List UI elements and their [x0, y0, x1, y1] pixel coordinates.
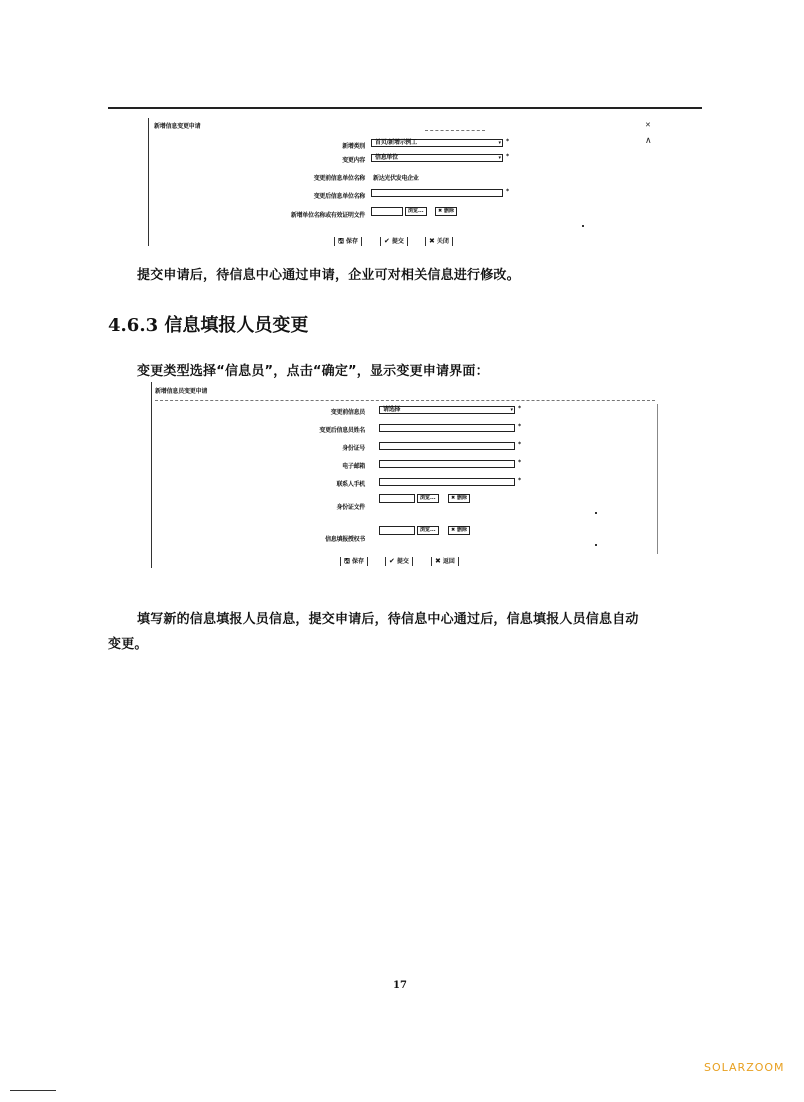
field-label: 新增单位名称或有效证明文件 — [290, 212, 365, 219]
close-icon: ✖ — [438, 208, 443, 214]
submit-button[interactable] — [385, 557, 413, 566]
delete-button[interactable] — [448, 494, 470, 503]
watermark-logo: SOLARZOOM — [704, 1061, 785, 1074]
field-label: 信息填报授权书 — [325, 536, 365, 543]
field-label: 身份证号 — [342, 445, 365, 452]
required-mark: * — [518, 423, 522, 430]
info-staff-change-panel — [145, 382, 665, 572]
speck — [595, 544, 597, 546]
field-label: 变更后信息单位名称 — [313, 193, 365, 200]
category-select-value: 首页/新增示例工 — [375, 139, 417, 146]
new-staff-name-input[interactable] — [379, 424, 515, 432]
required-mark: * — [518, 441, 522, 448]
close-label: 关闭 — [436, 238, 449, 245]
info-change-panel — [145, 118, 665, 253]
required-mark: * — [506, 138, 510, 145]
save-icon: 🖫 — [344, 557, 350, 565]
paragraph-2: 变更类型选择“信息员”，点击“确定”，显示变更申请界面： — [137, 364, 489, 379]
delete-button[interactable] — [435, 207, 457, 216]
new-unit-name-input[interactable] — [371, 189, 503, 197]
old-staff-select[interactable] — [379, 406, 515, 414]
required-mark: * — [506, 188, 510, 195]
old-staff-select-value: 请选择 — [383, 406, 401, 413]
field-label: 电子邮箱 — [342, 463, 365, 470]
authorization-file-path[interactable] — [379, 526, 415, 535]
browse-button[interactable]: 浏览... — [405, 207, 427, 216]
browse-button[interactable]: 浏览... — [417, 526, 439, 535]
header-rule — [108, 107, 702, 109]
delete-label: 删除 — [456, 495, 467, 501]
close-icon: ✖ — [429, 237, 435, 245]
paragraph-1: 提交申请后，待信息中心通过申请，企业可对相关信息进行修改。 — [137, 268, 520, 283]
speck — [582, 225, 584, 227]
check-icon: ✔ — [389, 557, 395, 565]
panel-title: 新增信息员变更申请 — [155, 388, 208, 395]
back-label: 返回 — [442, 558, 455, 565]
submit-label: 提交 — [396, 558, 409, 565]
file-path-input[interactable] — [371, 207, 403, 216]
check-icon: ✔ — [384, 237, 390, 245]
scroll-up-icon[interactable]: ∧ — [645, 136, 652, 146]
panel-right-border — [657, 404, 658, 554]
close-button[interactable] — [425, 237, 453, 246]
delete-label: 删除 — [456, 527, 467, 533]
paragraph-3-line-2: 变更。 — [108, 637, 148, 652]
field-label: 身份证文件 — [336, 504, 365, 511]
field-label: 联系人手机 — [336, 481, 365, 488]
close-icon: ✖ — [451, 527, 456, 533]
save-icon: 🖫 — [338, 237, 344, 245]
delete-label: 删除 — [443, 208, 454, 214]
submit-button[interactable] — [380, 237, 408, 246]
close-icon: ✖ — [435, 557, 441, 565]
id-file-path[interactable] — [379, 494, 415, 503]
old-unit-name: 新达光伏发电企业 — [373, 175, 419, 182]
close-icon[interactable]: ✕ — [645, 121, 651, 129]
save-button[interactable] — [340, 557, 368, 566]
close-icon: ✖ — [451, 495, 456, 501]
field-label: 变更后信息员姓名 — [319, 427, 365, 434]
field-label: 变更前信息员 — [330, 409, 365, 416]
field-label: 变更前信息单位名称 — [313, 175, 365, 182]
change-content-select[interactable] — [371, 154, 503, 162]
required-mark: * — [518, 477, 522, 484]
panel-left-border — [148, 118, 149, 246]
required-mark: * — [506, 153, 510, 160]
footer-rule — [10, 1090, 56, 1091]
email-input[interactable] — [379, 460, 515, 468]
section-heading: 4.6.3 信息填报人员变更 — [108, 315, 309, 336]
paragraph-3-line-1: 填写新的信息填报人员信息，提交申请后，待信息中心通过后，信息填报人员信息自动 — [137, 612, 639, 627]
required-mark: * — [518, 459, 522, 466]
save-label: 保存 — [351, 558, 364, 565]
change-content-value: 信息单位 — [375, 154, 398, 161]
field-label: 新增类别 — [342, 143, 365, 150]
panel-left-border — [151, 382, 152, 568]
speck — [595, 512, 597, 514]
chevron-down-icon: ▾ — [498, 155, 501, 161]
browse-button[interactable]: 浏览... — [417, 494, 439, 503]
panel-top-dash — [155, 400, 655, 401]
panel-top-dash — [425, 130, 485, 131]
delete-button[interactable] — [448, 526, 470, 535]
field-label: 变更内容 — [342, 157, 365, 164]
page-number: 17 — [393, 980, 407, 991]
back-button[interactable] — [431, 557, 459, 566]
id-number-input[interactable] — [379, 442, 515, 450]
submit-label: 提交 — [391, 238, 404, 245]
save-button[interactable] — [334, 237, 362, 246]
required-mark: * — [518, 405, 522, 412]
mobile-input[interactable] — [379, 478, 515, 486]
chevron-down-icon: ▾ — [510, 407, 513, 413]
category-select[interactable] — [371, 139, 503, 147]
chevron-down-icon: ▾ — [498, 140, 501, 146]
save-label: 保存 — [345, 238, 358, 245]
panel-title: 新增信息变更申请 — [154, 123, 201, 130]
